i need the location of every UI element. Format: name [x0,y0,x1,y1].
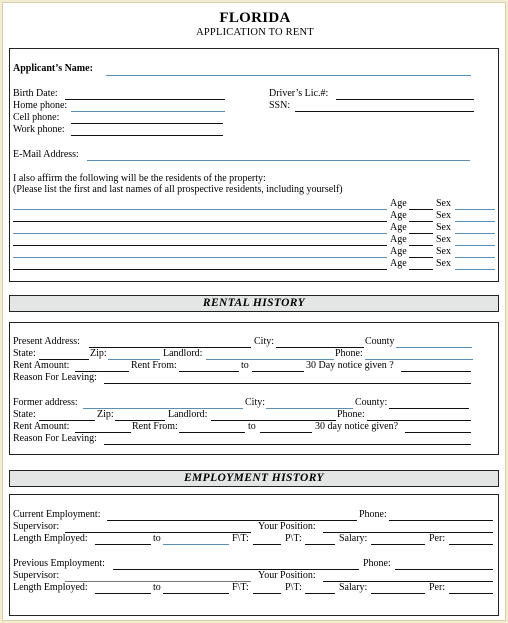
employment-phone-label: Phone: [359,509,387,520]
pt-field[interactable] [305,544,335,545]
former-reason-field[interactable] [104,444,471,445]
resident-age-label: Age [390,258,407,269]
rent-amount-label: Rent Amount: [13,360,70,371]
resident-age-field[interactable] [409,221,433,222]
resident-name-field[interactable] [13,269,387,270]
resident-sex-field[interactable] [455,269,495,270]
former-rent-amount-label: Rent Amount: [13,421,70,432]
former-rent-to-field[interactable] [260,432,312,433]
former-to-label: to [248,421,256,432]
ssn-field[interactable] [295,111,474,112]
prev-your-position-label: Your Position: [258,570,316,581]
form-subtitle: APPLICATION TO RENT [196,27,314,38]
rental-history-heading: RENTAL HISTORY [9,295,499,312]
prev-salary-label: Salary: [339,582,368,593]
resident-name-field[interactable] [13,245,387,246]
rent-to-field[interactable] [252,371,304,372]
resident-name-field[interactable] [13,233,387,234]
prev-length-from-field[interactable] [95,593,151,594]
supervisor-label: Supervisor: [13,521,60,532]
former-county-label: County: [355,397,388,408]
former-zip-label: Zip: [97,409,114,420]
resident-name-field[interactable] [13,257,387,258]
former-notice-field[interactable] [405,432,471,433]
length-to-field[interactable] [163,544,229,545]
birth-date-field[interactable] [65,99,225,100]
resident-age-label: Age [390,246,407,257]
former-notice-label: 30 day notice given? [315,421,399,432]
length-employed-label: Length Employed: [13,533,88,544]
employment-phone-field[interactable] [389,520,493,521]
affirm-text-line2: (Please list the first and last names of all prospective residents, including yourself) [13,184,343,195]
current-employment-label: Current Employment: [13,509,101,520]
home-phone-label: Home phone: [13,100,68,111]
former-county-field[interactable] [389,408,469,409]
resident-sex-label: Sex [436,246,451,257]
prev-pt-label: P\T: [285,582,302,593]
resident-sex-field[interactable] [455,221,495,222]
former-state-label: State: [13,409,36,420]
prev-ft-label: F\T: [232,582,249,593]
email-field[interactable] [87,160,470,161]
county-field[interactable] [396,347,472,348]
prev-employment-phone-label: Phone: [363,558,391,569]
email-label: E-Mail Address: [13,149,79,160]
city-label: City: [254,336,275,347]
former-phone-label: Phone: [337,409,365,420]
former-rent-from-label: Rent From: [132,421,178,432]
reason-label: Reason For Leaving: [13,372,97,383]
resident-age-field[interactable] [409,257,433,258]
reason-field[interactable] [104,383,471,384]
resident-age-field[interactable] [409,233,433,234]
salary-label: Salary: [339,533,368,544]
prev-supervisor-label: Supervisor: [13,570,60,581]
notice-label: 30 Day notice given ? [306,360,394,371]
ssn-label: SSN: [269,100,291,111]
pt-label: P\T: [285,533,302,544]
home-phone-field[interactable] [71,111,225,112]
former-city-label: City: [245,397,266,408]
rent-from-field[interactable] [179,371,239,372]
application-page [2,2,506,621]
per-label: Per: [429,533,446,544]
former-address-label: Former address: [13,397,78,408]
salary-field[interactable] [371,544,425,545]
drivers-lic-label: Driver’s Lic.#: [269,88,329,99]
landlord-label: Landlord: [163,348,203,359]
resident-sex-field[interactable] [455,233,495,234]
prev-per-field[interactable] [449,593,493,594]
prev-length-employed-label: Length Employed: [13,582,88,593]
cell-phone-field[interactable] [71,123,223,124]
prev-pt-field[interactable] [305,593,335,594]
previous-employment-label: Previous Employment: [13,558,105,569]
rent-from-label: Rent From: [131,360,177,371]
prev-per-label: Per: [429,582,446,593]
county-label: County [365,336,395,347]
affirm-text-line1: I also affirm the following will be the residents of the property: [13,173,266,184]
to-label: to [241,360,249,371]
resident-age-label: Age [390,198,407,209]
present-address-label: Present Address: [13,336,80,347]
resident-name-field[interactable] [13,209,387,210]
state-label: State: [13,348,36,359]
resident-sex-label: Sex [436,234,451,245]
prev-ft-field[interactable] [253,593,281,594]
drivers-lic-field[interactable] [336,99,474,100]
per-field[interactable] [449,544,493,545]
prev-length-to-label: to [153,582,161,593]
ft-label: F\T: [232,533,249,544]
applicant-name-field[interactable] [106,75,471,76]
resident-age-label: Age [390,234,407,245]
work-phone-label: Work phone: [13,124,65,135]
resident-age-field[interactable] [409,269,433,270]
resident-name-field[interactable] [13,221,387,222]
notice-field[interactable] [401,371,471,372]
form-title: FLORIDA [219,10,291,26]
your-position-label: Your Position: [258,521,316,532]
former-reason-label: Reason For Leaving: [13,433,97,444]
resident-sex-field[interactable] [455,245,495,246]
work-phone-field[interactable] [71,135,223,136]
birth-date-label: Birth Date: [13,88,58,99]
ft-field[interactable] [253,544,281,545]
former-rent-from-field[interactable] [179,432,245,433]
resident-sex-label: Sex [436,222,451,233]
prev-employment-phone-field[interactable] [395,569,493,570]
zip-label: Zip: [90,348,107,359]
resident-sex-label: Sex [436,198,451,209]
current-employment-field[interactable] [107,520,357,521]
prev-salary-field[interactable] [371,593,425,594]
prev-length-to-field[interactable] [163,593,229,594]
resident-sex-label: Sex [436,210,451,221]
length-to-label: to [153,533,161,544]
resident-age-field[interactable] [409,245,433,246]
resident-sex-field[interactable] [455,209,495,210]
length-from-field[interactable] [95,544,151,545]
previous-employment-field[interactable] [113,569,359,570]
resident-sex-label: Sex [436,258,451,269]
phone-label: Phone: [335,348,363,359]
applicant-name-label: Applicant’s Name: [13,63,93,74]
resident-age-label: Age [390,210,407,221]
applicant-section [9,48,499,282]
resident-sex-field[interactable] [455,257,495,258]
resident-age-field[interactable] [409,209,433,210]
resident-age-label: Age [390,222,407,233]
employment-history-heading: EMPLOYMENT HISTORY [9,470,499,487]
former-landlord-label: Landlord: [168,409,208,420]
cell-phone-label: Cell phone: [13,112,60,123]
